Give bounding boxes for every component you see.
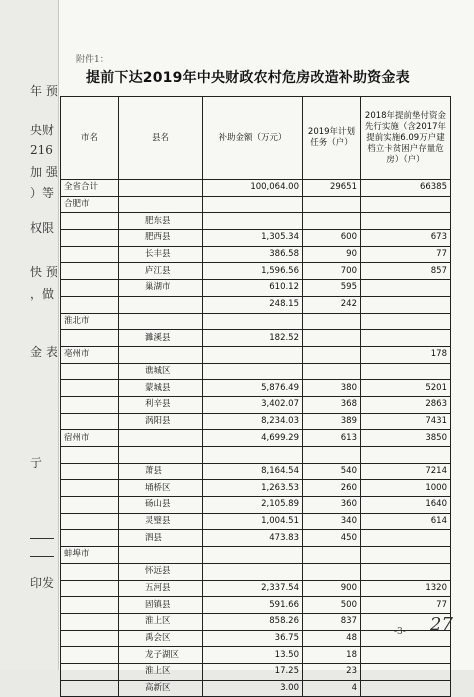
table-row [61,630,451,647]
table-row [61,363,451,380]
cell-advance [361,330,451,347]
cell-advance: 673 [361,230,451,247]
cell-county: 泗县 [119,530,203,547]
page-number: -3- [394,627,406,637]
table-row [61,613,451,630]
cell-city [61,497,119,514]
cell-advance: 66385 [361,180,451,197]
table-row [61,463,451,480]
cell-city [61,597,119,614]
cell-amount: 100,064.00 [203,180,303,197]
cell-county: 肥西县 [119,230,203,247]
cell-amount: 5,876.49 [203,380,303,397]
cell-plan: 450 [303,530,361,547]
cell-amount: 610.12 [203,280,303,297]
cell-plan: 389 [303,413,361,430]
cell-amount: 3.00 [203,680,303,697]
cell-city [61,613,119,630]
cell-county: 砀山县 [119,497,203,514]
cell-county: 淮上区 [119,663,203,680]
cell-amount: 858.26 [203,613,303,630]
cell-advance: 1640 [361,497,451,514]
table-row [61,430,451,447]
cell-plan: 613 [303,430,361,447]
cell-plan: 380 [303,380,361,397]
cell-county: 龙子湖区 [119,647,203,664]
cell-plan [303,346,361,363]
cell-city [61,647,119,664]
cell-amount: 4,699.29 [203,430,303,447]
table-row [61,530,451,547]
cell-plan [303,563,361,580]
cell-city [61,663,119,680]
cell-amount [203,563,303,580]
cell-plan: 500 [303,597,361,614]
table-row [61,480,451,497]
table-row [61,180,451,197]
cell-plan: 340 [303,513,361,530]
cell-advance [361,213,451,230]
cell-county [119,547,203,564]
cell-county [119,296,203,313]
table-row [61,597,451,614]
prev-page-fragment: 216 [30,143,53,157]
cell-county: 灵璧县 [119,513,203,530]
table-row [61,547,451,564]
table-row [61,563,451,580]
table-row [61,213,451,230]
cell-county: 禹会区 [119,630,203,647]
cell-county: 庐江县 [119,263,203,280]
table-row [61,196,451,213]
cell-advance: 3850 [361,430,451,447]
cell-plan: 29651 [303,180,361,197]
cell-plan: 18 [303,647,361,664]
cell-amount [203,363,303,380]
cell-city [61,296,119,313]
cell-city [61,480,119,497]
table-row [61,497,451,514]
cell-city [61,530,119,547]
cell-advance [361,663,451,680]
cell-county: 固镇县 [119,597,203,614]
cell-plan: 600 [303,230,361,247]
prev-page-fragment: ）等 [30,186,55,200]
cell-plan [303,213,361,230]
table-row [61,330,451,347]
cell-plan: 837 [303,613,361,630]
cell-plan: 595 [303,280,361,297]
table-row [61,296,451,313]
cell-county [119,447,203,464]
cell-plan: 260 [303,480,361,497]
cell-city: 淮北市 [61,313,119,330]
cell-amount: 591.66 [203,597,303,614]
table-row [61,396,451,413]
cell-amount [203,196,303,213]
cell-advance [361,680,451,697]
cell-county: 谯城区 [119,363,203,380]
cell-plan [303,196,361,213]
cell-advance: 1320 [361,580,451,597]
cell-county [119,313,203,330]
cell-county: 肥东县 [119,213,203,230]
prev-page-fragment: 金 表 [30,345,58,359]
table-row [61,380,451,397]
cell-advance [361,647,451,664]
cell-advance [361,280,451,297]
header-city: 市名 [61,97,119,180]
cell-city: 合肥市 [61,196,119,213]
cell-city [61,330,119,347]
cell-advance [361,447,451,464]
cell-city [61,447,119,464]
cell-amount: 36.75 [203,630,303,647]
cell-advance: 7214 [361,463,451,480]
cell-amount: 8,234.03 [203,413,303,430]
cell-amount: 1,596.56 [203,263,303,280]
cell-amount: 386.58 [203,246,303,263]
prev-page-fragment: 年 预 [30,84,58,98]
cell-county: 利辛县 [119,396,203,413]
cell-city [61,280,119,297]
cell-amount: 2,337.54 [203,580,303,597]
prev-page-fragment: 快 预 [30,265,58,279]
cell-amount: 13.50 [203,647,303,664]
previous-page-edge [0,0,59,670]
cell-amount [203,313,303,330]
cell-city [61,630,119,647]
cell-county: 淮上区 [119,613,203,630]
cell-advance [361,296,451,313]
cell-advance: 614 [361,513,451,530]
table-row [61,246,451,263]
cell-city [61,230,119,247]
cell-plan [303,313,361,330]
cell-county: 萧县 [119,463,203,480]
header-amount: 补助金额（万元） [203,97,303,180]
table-row [61,663,451,680]
cell-amount [203,447,303,464]
page-fold-line [58,0,59,670]
cell-amount [203,547,303,564]
cell-plan [303,447,361,464]
table-row [61,513,451,530]
cell-city [61,380,119,397]
cell-amount: 1,305.34 [203,230,303,247]
cell-plan [303,330,361,347]
table-row [61,447,451,464]
prev-page-fragment: ，做 [30,287,55,301]
cell-city: 蚌埠市 [61,547,119,564]
cell-county: 怀远县 [119,563,203,580]
cell-advance [361,530,451,547]
prev-page-fragment: 加 强 [30,165,58,179]
cell-plan: 540 [303,463,361,480]
table-row [61,413,451,430]
cell-advance [361,196,451,213]
cell-advance [361,363,451,380]
cell-advance [361,547,451,564]
table-row [61,313,451,330]
cell-county [119,196,203,213]
cell-city: 全省合计 [61,180,119,197]
cell-amount: 1,004.51 [203,513,303,530]
cell-amount: 182.52 [203,330,303,347]
annex-label: 附件1： [76,55,109,65]
cell-city [61,246,119,263]
cell-city: 宿州市 [61,430,119,447]
cell-county [119,180,203,197]
cell-advance: 77 [361,246,451,263]
cell-plan: 48 [303,630,361,647]
cell-city: 亳州市 [61,346,119,363]
handwritten-number: 27 [430,614,453,635]
cell-amount: 1,263.53 [203,480,303,497]
cell-amount: 17.25 [203,663,303,680]
cell-advance: 77 [361,597,451,614]
cell-county: 高新区 [119,680,203,697]
cell-county: 埇桥区 [119,480,203,497]
table-body [61,180,451,697]
cell-advance: 1000 [361,480,451,497]
prev-page-fragment: 亍 [30,456,43,470]
cell-county: 巢湖市 [119,280,203,297]
cell-advance [361,563,451,580]
prev-page-fragment: 权限 [30,221,55,235]
prev-page-line [30,538,54,539]
cell-advance: 178 [361,346,451,363]
cell-city [61,213,119,230]
cell-amount [203,213,303,230]
cell-amount: 248.15 [203,296,303,313]
cell-city [61,363,119,380]
cell-amount: 2,105.89 [203,497,303,514]
cell-plan: 242 [303,296,361,313]
cell-plan [303,547,361,564]
cell-plan: 23 [303,663,361,680]
cell-plan: 900 [303,580,361,597]
table-row [61,647,451,664]
cell-city [61,396,119,413]
document-title: 提前下达2019年中央财政农村危房改造补助资金表 [86,70,410,86]
cell-advance [361,313,451,330]
header-plan: 2019年计划任务（户） [303,97,361,180]
cell-amount [203,346,303,363]
cell-county [119,430,203,447]
table-row [61,580,451,597]
cell-amount: 8,164.54 [203,463,303,480]
cell-county: 涡阳县 [119,413,203,430]
header-county: 县名 [119,97,203,180]
prev-page-fragment: 央财 [30,123,55,137]
prev-page-line [30,556,54,557]
cell-county: 濉溪县 [119,330,203,347]
cell-plan [303,363,361,380]
table-row [61,230,451,247]
cell-advance: 857 [361,263,451,280]
cell-city [61,413,119,430]
cell-plan: 90 [303,246,361,263]
cell-county: 长丰县 [119,246,203,263]
table-row [61,680,451,697]
cell-advance: 2863 [361,396,451,413]
cell-plan: 368 [303,396,361,413]
table-header-row [61,97,451,180]
cell-county: 蒙城县 [119,380,203,397]
cell-advance: 7431 [361,413,451,430]
cell-plan: 700 [303,263,361,280]
cell-city [61,563,119,580]
cell-advance: 5201 [361,380,451,397]
cell-county: 五河县 [119,580,203,597]
cell-plan: 360 [303,497,361,514]
cell-county [119,346,203,363]
subsidy-table [60,96,451,697]
table-row [61,263,451,280]
cell-city [61,263,119,280]
prev-page-fragment: 印发 [30,576,55,590]
cell-plan: 4 [303,680,361,697]
cell-amount: 3,402.07 [203,396,303,413]
cell-city [61,680,119,697]
cell-amount: 473.83 [203,530,303,547]
table-row [61,346,451,363]
cell-city [61,463,119,480]
cell-city [61,513,119,530]
cell-city [61,580,119,597]
header-advance: 2018年提前垫付资金先行实施（含2017年提前实施6.09万户建档立卡贫困户存量危房）（户） [361,97,451,180]
table-row [61,280,451,297]
